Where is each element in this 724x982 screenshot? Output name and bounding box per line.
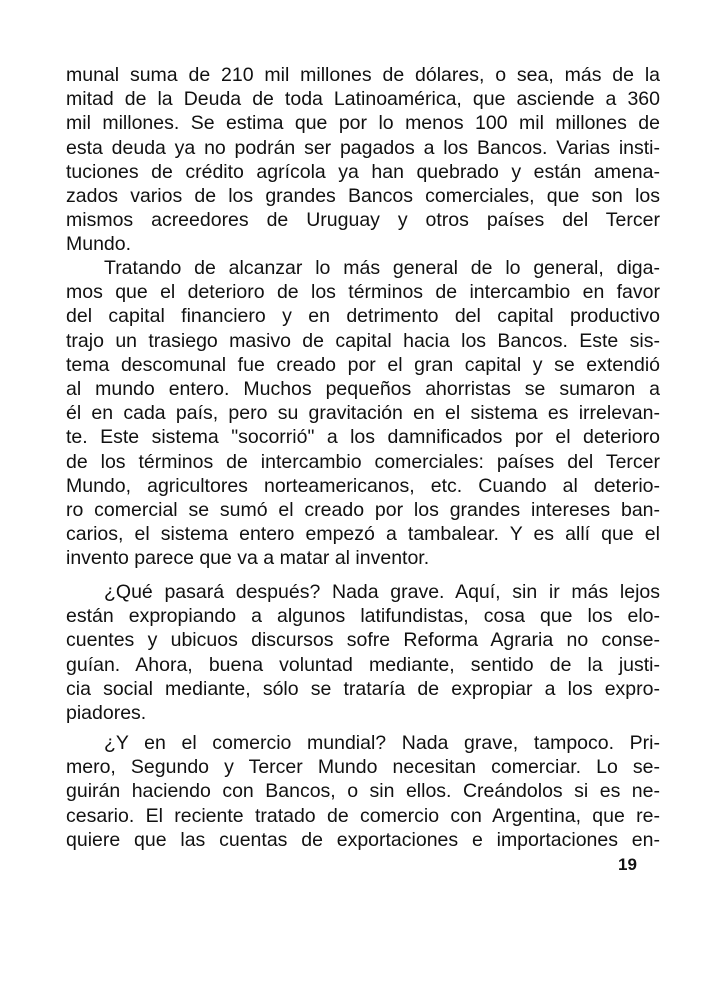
text-line: tuciones de crédito agrícola ya han quebrado y están amena- [66,160,660,183]
text-line: al mundo entero. Muchos pequeños ahorristas se sumaron a [66,377,660,400]
paragraph-2 [66,256,660,570]
text-line: del capital financiero y en detrimento del capital productivo [66,305,660,328]
text-line: esta deuda ya no podrán ser pagados a los Bancos. Varias insti- [66,136,660,159]
paragraph-1 [66,63,660,257]
text-line: mero, Segundo y Tercer Mundo necesitan comerciar. Lo se- [66,756,660,779]
text-line: mil millones. Se estima que por lo menos 100 mil millones de [66,112,660,135]
text-line: te. Este sistema "socorrió" a los damnificados por el deterioro [66,426,660,449]
text-line: zados varios de los grandes Bancos comerciales, que son los [66,184,660,207]
text-line: de los términos de intercambio comerciales: países del Tercer [66,450,660,473]
text-line: mismos acreedores de Uruguay y otros países del Tercer [66,209,660,232]
text-line: piadores. [66,701,147,724]
text-line: mitad de la Deuda de toda Latinoamérica, que asciende a 360 [66,88,660,111]
text-line: Mundo. [66,233,132,256]
text-line: cesario. El reciente tratado de comercio con Argentina, que re- [66,804,660,827]
text-line: quiere que las cuentas de exportaciones e importaciones en- [66,828,660,851]
text-line: trajo un trasiego masivo de capital hacia los Bancos. Este sis- [66,329,660,352]
text-line: ro comercial se sumó el creado por los grandes intereses ban- [66,498,660,521]
paragraph-4 [66,731,660,852]
text-line: guirán haciendo con Bancos, o sin ellos. Creándolos si es ne- [66,780,660,803]
text-line: él en cada país, pero su gravitación en el sistema es irrelevan- [66,402,660,425]
text-line: Tratando de alcanzar lo más general de lo general, diga- [104,257,660,279]
text-line: ¿Y en el comercio mundial? Nada grave, tampoco. Pri- [104,732,660,754]
page-number: 19 [618,855,637,874]
text-line: cia social mediante, sólo se trataría de expropiar a los expro- [66,677,660,700]
text-line: munal suma de 210 mil millones de dólares, o sea, más de la [66,64,660,86]
text-line: ¿Qué pasará después? Nada grave. Aquí, sin ir más lejos [104,581,660,603]
text-line: están expropiando a algunos latifundistas, cosa que los elo- [66,605,660,628]
text-line: mos que el deterioro de los términos de intercambio en favor [66,281,660,304]
text-line: invento parece que va a matar al inventor. [66,547,430,570]
text-line: carios, el sistema entero empezó a tambalear. Y es allí que el [66,523,660,546]
text-line: tema descomunal fue creado por el gran capital y se extendió [66,353,660,376]
paragraph-3 [66,580,660,725]
text-line: cuentes y ubicuos discursos sofre Reforma Agraria no conse- [66,629,660,652]
text-line: guían. Ahora, buena voluntad mediante, sentido de la justi- [66,653,660,676]
text-line: Mundo, agricultores norteamericanos, etc. Cuando al deterio- [66,474,660,497]
